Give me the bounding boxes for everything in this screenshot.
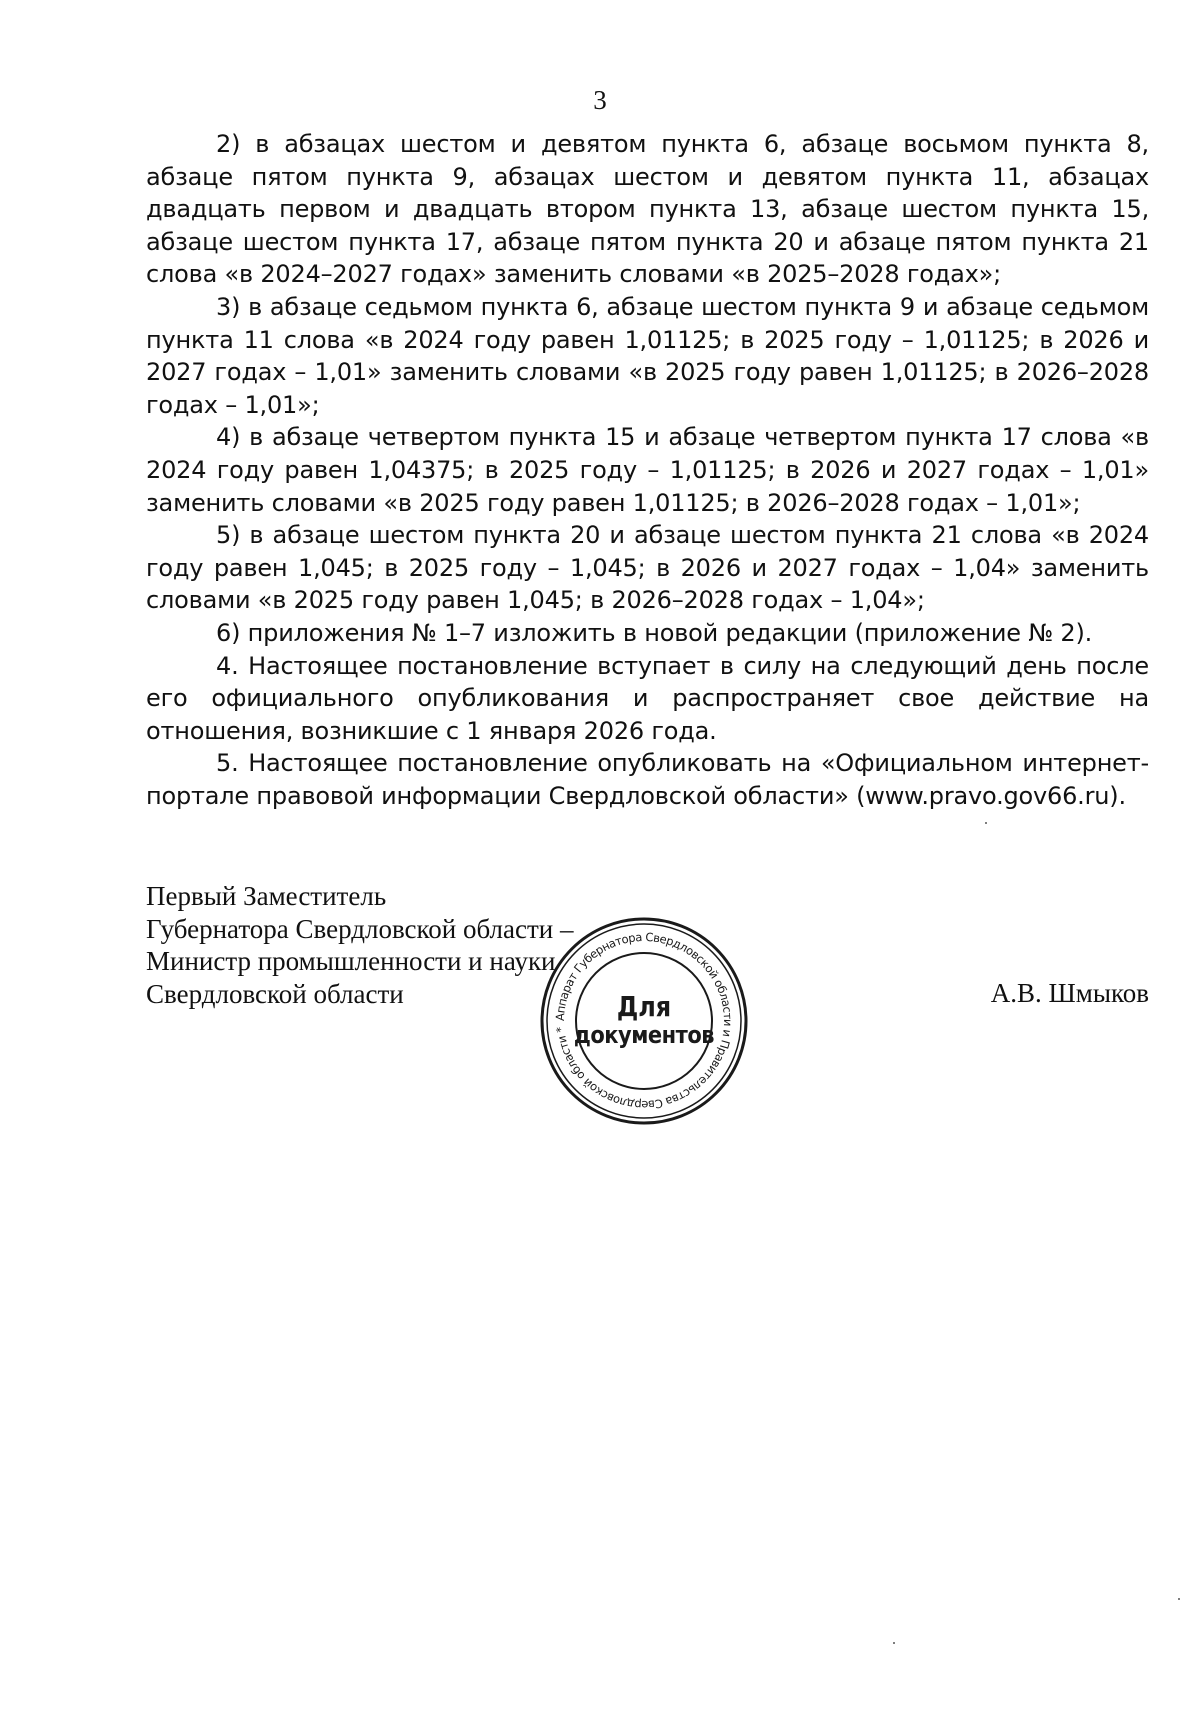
paragraph-item-6: 6) приложения № 1–7 изложить в новой редакции (приложение № 2). [216,618,1093,647]
signatory-position-line: Министр промышленности и науки [146,946,556,976]
signatory-position-line: Свердловской области [146,978,404,1009]
signature-block [146,880,1149,1120]
stamp-ring-text: Аппарат Губернатора Свердловской области и Правительства Свердловской области * [552,929,736,1113]
official-stamp [538,915,750,1127]
stamp-center-line: документов [573,1021,715,1049]
document-body [146,128,1149,812]
scan-speck [985,822,987,824]
signatory-position-line: Первый Заместитель [146,881,387,911]
paragraph-clause-5: 5. Настоящее постановление опубликовать на «Официальном интернет-портале правовой информации Свердловской области» (www.pravo.gov66.ru). [146,749,1149,810]
paragraph-item-3: 3) в абзаце седьмом пункта 6, абзаце шестом пункта 9 и абзаце седьмом пункта 11 слова «в 2024 году равен 1,01125; в 2025 году – 1,01125; в 2026 и 2027 годах – 1,01» заменить словами «в 2025 году равен 1,01125; в 2026–2028 годах – 1,01»; [146,292,1149,419]
paragraph-item-5: 5) в абзаце шестом пункта 20 и абзаце шестом пункта 21 слова «в 2024 году равен 1,045; в 2025 году – 1,045; в 2026 и 2027 годах – 1,04» заменить словами «в 2025 году равен 1,045; в 2026–2028 годах – 1,04»; [146,521,1149,615]
scan-speck [1178,1598,1180,1600]
signatory-position [146,880,573,1010]
stamp-center-line: Для [616,990,672,1024]
paragraph-item-4: 4) в абзаце четвертом пункта 15 и абзаце четвертом пункта 17 слова «в 2024 году равен 1,04375; в 2025 году – 1,01125; в 2026 и 2027 годах – 1,01» заменить словами «в 2025 году равен 1,01125; в 2026–2028 годах – 1,01»; [146,423,1149,517]
paragraph-clause-4: 4. Настоящее постановление вступает в силу на следующий день после его официального опубликования и распространяет свое действие на отношения, возникшие с 1 января 2026 года. [146,651,1149,745]
paragraph-item-2: 2) в абзацах шестом и девятом пункта 6, абзаце восьмом пункта 8, абзаце пятом пункта 9, абзацах шестом и девятом пункта 11, абзацах двадцать первом и двадцать втором пункта 13, абзаце шестом пункта 15, абзаце шестом пункта 17, абзаце пятом пункта 20 и абзаце пятом пункта 21 слова «в 2024–2027 годах» заменить словами «в 2025–2028 годах»; [146,130,1149,289]
signatory-name: А.В. Шмыков [990,978,1149,1008]
page-number: 3 [593,85,607,115]
scan-speck [893,1642,895,1644]
signatory-position-line: Губернатора Свердловской области – [146,913,574,944]
stamp-center [538,915,750,1127]
